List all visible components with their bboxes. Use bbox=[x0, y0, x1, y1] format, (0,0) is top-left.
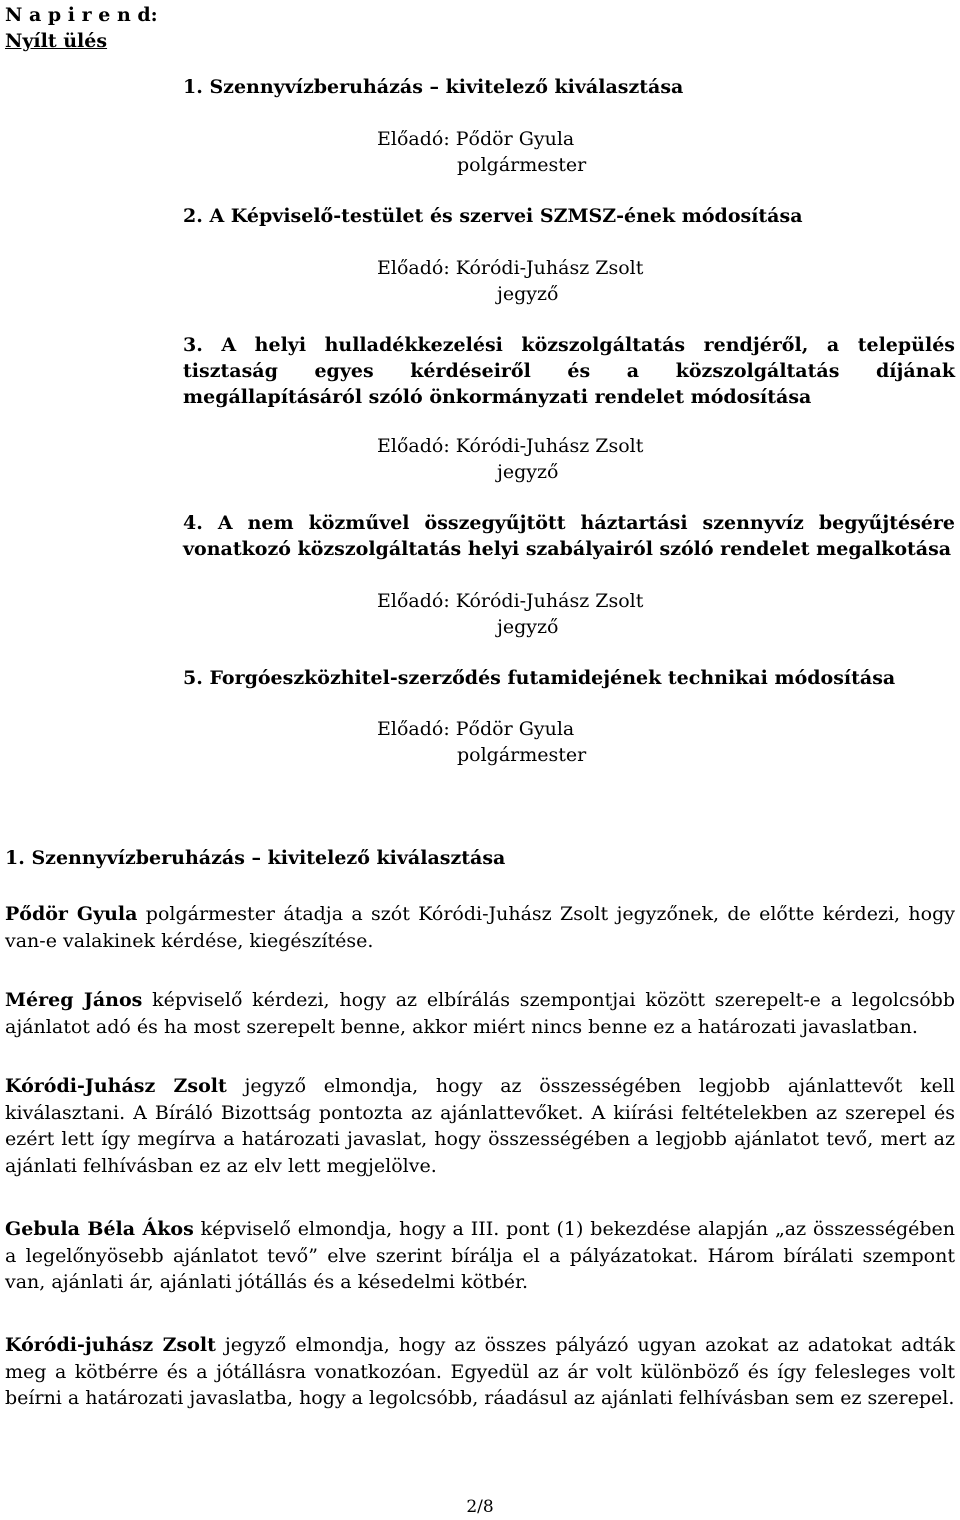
presenter-name: Előadó: Kóródi-Juhász Zsolt bbox=[377, 435, 644, 457]
session-label: Nyílt ülés bbox=[5, 30, 108, 52]
paragraph-3 bbox=[5, 1073, 955, 1179]
agenda-item-5-title: 5. Forgóeszközhitel-szerződés futamidejének technikai módosítása bbox=[183, 667, 896, 689]
agenda-item-5-presenter bbox=[377, 716, 586, 768]
agenda-header bbox=[5, 2, 158, 54]
agenda-item-2-presenter bbox=[377, 255, 643, 307]
agenda-item-3-presenter bbox=[377, 433, 643, 485]
presenter-role: jegyző bbox=[497, 616, 559, 638]
agenda-item-1-presenter bbox=[377, 126, 586, 178]
speaker-name: Pődör Gyula bbox=[5, 903, 138, 925]
paragraph-5 bbox=[5, 1332, 955, 1412]
presenter-name: Előadó: Pődör Gyula bbox=[377, 718, 575, 740]
paragraph-1 bbox=[5, 901, 955, 954]
paragraph-text: jegyző elmondja, hogy az összes pályázó ugyan azokat az adatokat adták meg a kötbérre és a jótállásra vonatkozóan. Egyedül az ár volt különböző és így felesleges volt beírni a határozati javaslatba, hogy a legolcsóbb, ráadásul az ajánlati felhívásban sem ez szerepel. bbox=[5, 1334, 955, 1409]
section-title: 1. Szennyvízberuházás – kivitelező kiválasztása bbox=[5, 847, 506, 869]
paragraph-2 bbox=[5, 987, 955, 1040]
paragraph-text: képviselő kérdezi, hogy az elbírálás szempontjai között szerepelt-e a legolcsóbb ajánlatot adó és ha most szerepelt benne, akkor miért nincs benne ez a határozati javaslatban. bbox=[5, 989, 955, 1038]
agenda-item-4-presenter bbox=[377, 588, 643, 640]
presenter-role: jegyző bbox=[497, 283, 559, 305]
agenda-item-3-title: 3. A helyi hulladékkezelési közszolgáltatás rendjéről, a település tisztaság egyes kérdéseiről és a közszolgáltatás díjának megállapításáról szóló önkormányzati rendelet módosítása bbox=[183, 334, 955, 408]
presenter-name: Előadó: Kóródi-Juhász Zsolt bbox=[377, 590, 644, 612]
agenda-item-1-title: 1. Szennyvízberuházás – kivitelező kiválasztása bbox=[183, 76, 684, 98]
presenter-role: jegyző bbox=[497, 461, 559, 483]
paragraph-4 bbox=[5, 1216, 955, 1296]
presenter-name: Előadó: Kóródi-Juhász Zsolt bbox=[377, 257, 644, 279]
agenda-label: N a p i r e n d: bbox=[5, 4, 158, 26]
paragraph-text: jegyző elmondja, hogy az összességében legjobb ajánlattevőt kell kiválasztani. A Bíráló Bizottság pontozta az ajánlattevőket. A kiírási feltételekben az szerepel és ezért lett így megírva a határozati javaslat, hogy összességében a legjobb ajánlatot tevő, mert az ajánlati felhívásban ez az elv lett megjelölve. bbox=[5, 1075, 955, 1177]
speaker-name: Gebula Béla Ákos bbox=[5, 1218, 194, 1240]
presenter-role: polgármester bbox=[457, 744, 587, 766]
paragraph-text: képviselő elmondja, hogy a III. pont (1) bekezdése alapján „az összességében a legelőnyösebb ajánlatot tevő” elve szerint bírálja el a pályázatokat. Három bírálati szempont van, ajánlati ár, ajánlati jótállás és a késedelmi kötbér. bbox=[5, 1218, 955, 1293]
agenda-item-4-title: 4. A nem közművel összegyűjtött háztartási szennyvíz begyűjtésére vonatkozó közszolgáltatás helyi szabályairól szóló rendelet megalkotása bbox=[183, 512, 955, 560]
presenter-name: Előadó: Pődör Gyula bbox=[377, 128, 575, 150]
speaker-name: Kóródi-juhász Zsolt bbox=[5, 1334, 216, 1356]
agenda-item-2-title: 2. A Képviselő-testület és szervei SZMSZ-ének módosítása bbox=[183, 205, 803, 227]
presenter-role: polgármester bbox=[457, 154, 587, 176]
page-number: 2/8 bbox=[466, 1497, 494, 1517]
speaker-name: Kóródi-Juhász Zsolt bbox=[5, 1075, 227, 1097]
speaker-name: Méreg János bbox=[5, 989, 143, 1011]
paragraph-text: polgármester átadja a szót Kóródi-Juhász Zsolt jegyzőnek, de előtte kérdezi, hogy van-e valakinek kérdése, kiegészítése. bbox=[5, 903, 955, 952]
